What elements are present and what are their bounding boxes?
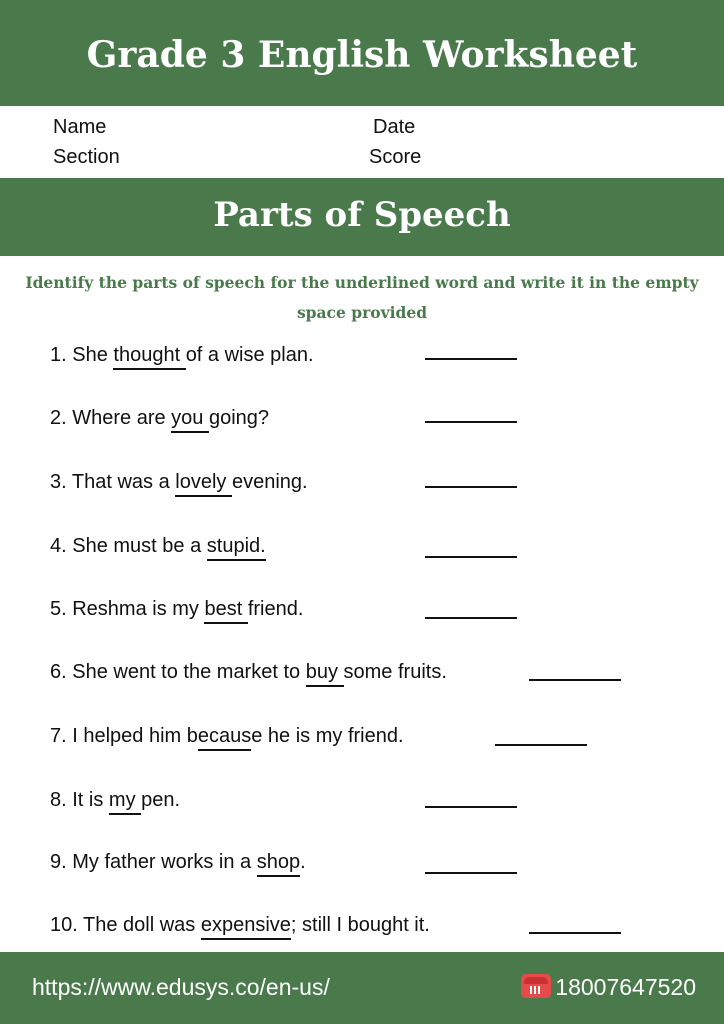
name-label: Name (53, 116, 107, 138)
answer-blank-4[interactable] (425, 556, 517, 558)
question-10: 10. The doll was expensive; still I bought it. (50, 914, 430, 940)
answer-blank-10[interactable] (529, 932, 621, 934)
underlined-word: you (171, 407, 209, 433)
underlined-word: lovely (175, 471, 232, 497)
instructions: Identify the parts of speech for the underlined word and write it in the empty space provided (25, 273, 699, 322)
underlined-word: best (204, 598, 247, 624)
date-label: Date (373, 116, 416, 138)
question-2: 2. Where are you going? (50, 407, 269, 433)
answer-blank-9[interactable] (425, 872, 517, 874)
underlined-word: stupid. (207, 535, 266, 561)
topic-banner (0, 178, 724, 256)
section-label: Section (53, 146, 120, 168)
answer-blank-1[interactable] (425, 358, 517, 360)
phone-number: 18007647520 (555, 974, 696, 1000)
question-6: 6. She went to the market to buy some fruits. (50, 661, 447, 687)
answer-blank-8[interactable] (425, 806, 517, 808)
phone-contact (521, 974, 696, 1001)
website-link[interactable]: https://www.edusys.co/en-us/ (32, 974, 330, 1000)
answer-blank-6[interactable] (529, 679, 621, 681)
question-3: 3. That was a lovely evening. (50, 471, 308, 497)
question-5: 5. Reshma is my best friend. (50, 598, 303, 624)
answer-blank-2[interactable] (425, 421, 517, 423)
answer-blank-3[interactable] (425, 486, 517, 488)
underlined-word: buy (306, 661, 344, 687)
underlined-word: thought (113, 344, 185, 370)
question-1: 1. She thought of a wise plan. (50, 344, 314, 370)
question-4: 4. She must be a stupid. (50, 535, 266, 561)
telephone-icon (521, 974, 551, 998)
underlined-word: ecaus (198, 725, 251, 751)
answer-blank-7[interactable] (495, 744, 587, 746)
question-8: 8. It is my pen. (50, 789, 180, 815)
topic-title: Parts of Speech (213, 195, 511, 235)
answer-blank-5[interactable] (425, 617, 517, 619)
worksheet-title: Grade 3 English Worksheet (86, 34, 638, 76)
question-9: 9. My father works in a shop. (50, 851, 306, 877)
question-7: 7. I helped him because he is my friend. (50, 725, 404, 751)
worksheet-title-banner (0, 0, 724, 106)
underlined-word: shop (257, 851, 300, 877)
underlined-word: expensive (201, 914, 291, 940)
score-label: Score (369, 146, 422, 168)
footer (0, 952, 724, 1024)
underlined-word: my (109, 789, 141, 815)
